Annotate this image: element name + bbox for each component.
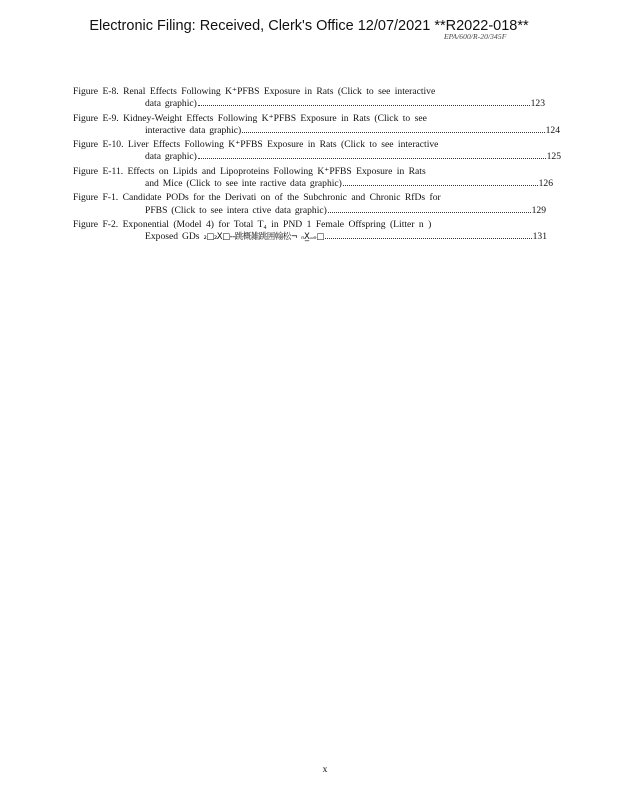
toc-entry-title-cont: data graphic)	[145, 98, 197, 110]
toc-page-number: 131	[532, 231, 547, 243]
toc-entry-title: Figure F-1. Candidate PODs for the Derivati on of the Subchronic and Chronic RfDs for	[73, 192, 441, 204]
garbled-text: ₂□₂X□-‐跳概雑跳囲翰松¬ ₙX̲₌ₑ□	[203, 232, 324, 243]
toc-entry-e9[interactable]	[73, 112, 560, 138]
dot-leader	[325, 238, 532, 239]
toc-entry-title: Figure F-2. Exponential (Model 4) for Total T₄ in PND 1 Female Offspring (Litter n )	[73, 218, 432, 230]
toc-entry-f1[interactable]	[73, 192, 546, 217]
toc-page-number: 126	[538, 178, 553, 190]
toc-entry-e10[interactable]	[73, 139, 561, 164]
dot-leader	[328, 212, 531, 213]
toc-entry-title-cont: PFBS (Click to see intera ctive data graphic)	[145, 204, 327, 216]
toc-entry-title-cont: and Mice (Click to see inte ractive data graphic)	[145, 178, 342, 190]
toc-page-number: 124	[545, 124, 560, 136]
toc-page-number: 129	[531, 204, 546, 216]
toc-entry-title: Figure E-8. Renal Effects Following K⁺PFBS Exposure in Rats (Click to see interactive	[73, 86, 436, 97]
toc-page-number: 125	[546, 151, 561, 163]
toc-entry-title-cont: interactive data graphic)	[145, 124, 242, 136]
toc-entry-e8[interactable]	[73, 86, 545, 111]
dot-leader	[343, 185, 538, 186]
filing-header: Electronic Filing: Received, Clerk's Office 12/07/2021 **R2022-018**	[89, 18, 529, 34]
list-of-figures	[73, 86, 561, 246]
document-id: EPA/600/R-20/345F	[444, 32, 507, 41]
toc-page-number: 123	[530, 98, 545, 110]
dot-leader	[198, 105, 530, 106]
toc-entry-e11[interactable]	[73, 165, 553, 191]
toc-entry-title-cont: data graphic)	[145, 151, 197, 163]
toc-entry-title: Figure E-10. Liver Effects Following K⁺PFBS Exposure in Rats (Click to see interactive	[73, 139, 439, 151]
dot-leader	[242, 132, 544, 133]
toc-entry-title: Figure E-9. Kidney-Weight Effects Following K⁺PFBS Exposure in Rats (Click to see	[73, 112, 427, 124]
toc-entry-f2[interactable]	[73, 218, 547, 244]
page-number: x	[322, 765, 328, 775]
toc-entry-title-cont: Exposed GDs	[145, 231, 200, 243]
toc-entry-title: Figure E-11. Effects on Lipids and Lipoproteins Following K⁺PFBS Exposure in Rats	[73, 165, 426, 177]
dot-leader	[198, 158, 546, 159]
